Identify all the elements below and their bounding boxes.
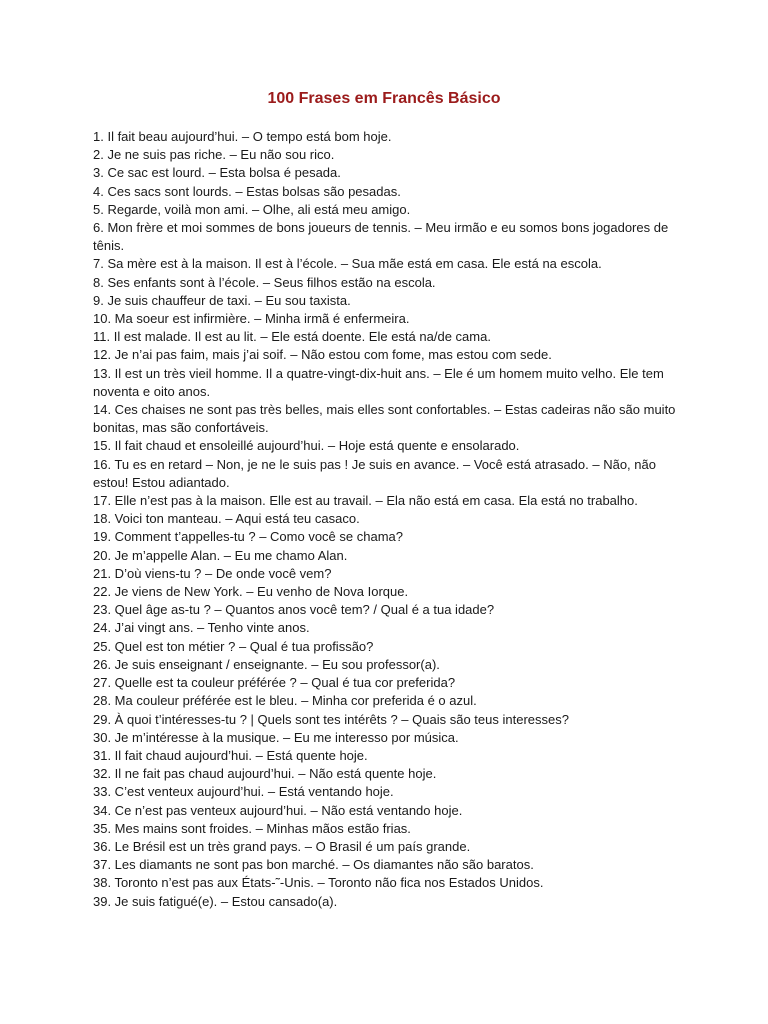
phrase-item: 32. Il ne fait pas chaud aujourd’hui. – Não está quente hoje.	[93, 766, 437, 782]
phrase-item: 24. J’ai vingt ans. – Tenho vinte anos.	[93, 620, 310, 636]
phrase-item: 10. Ma soeur est infirmière. – Minha irmã é enfermeira.	[93, 311, 410, 327]
phrase-item: 8. Ses enfants sont à l’école. – Seus filhos estão na escola.	[93, 274, 436, 290]
phrase-item: 35. Mes mains sont froides. – Minhas mãos estão frias.	[93, 820, 411, 836]
phrase-item: 38. Toronto n’est pas aux États-˜-Unis. – Toronto não fica nos Estados Unidos.	[93, 875, 544, 891]
phrase-item: 1. Il fait beau aujourd’hui. – O tempo está bom hoje.	[93, 129, 392, 144]
phrase-item: 20. Je m’appelle Alan. – Eu me chamo Alan.	[93, 547, 348, 563]
phrase-item: 36. Le Brésil est un très grand pays. – O Brasil é um país grande.	[93, 838, 471, 854]
phrase-item: 30. Je m’intéresse à la musique. – Eu me interesso por música.	[93, 729, 459, 745]
phrase-item: 5. Regarde, voilà mon ami. – Olhe, ali está meu amigo.	[93, 201, 411, 217]
phrase-item: 16. Tu es en retard – Non, je ne le suis pas ! Je suis en avance. – Você está atrasado. – Não, não estou! Estou adiantado.	[93, 456, 656, 490]
phrase-item: 2. Je ne suis pas riche. – Eu não sou rico.	[93, 147, 335, 163]
phrase-item: 3. Ce sac est lourd. – Esta bolsa é pesada.	[93, 165, 341, 181]
phrase-item: 15. Il fait chaud et ensoleillé aujourd’hui. – Hoje está quente e ensolarado.	[93, 438, 520, 454]
phrase-item: 18. Voici ton manteau. – Aqui está teu casaco.	[93, 511, 360, 527]
phrase-item: 39. Je suis fatigué(e). – Estou cansado(a).	[93, 893, 338, 909]
phrase-item: 37. Les diamants ne sont pas bon marché. – Os diamantes não são baratos.	[93, 857, 534, 873]
phrase-item: 7. Sa mère est à la maison. Il est à l’école. – Sua mãe está em casa. Ele está na escola.	[93, 256, 602, 272]
phrase-item: 6. Mon frère et moi sommes de bons joueurs de tennis. – Meu irmão e eu somos bons jogadores de tênis.	[93, 220, 669, 254]
phrase-item: 4. Ces sacs sont lourds. – Estas bolsas são pesadas.	[93, 183, 401, 199]
phrase-item: 33. C’est venteux aujourd’hui. – Está ventando hoje.	[93, 784, 394, 800]
phrase-item: 29. À quoi t’intéresses-tu ? | Quels sont tes intérêts ? – Quais são teus interesses?	[93, 711, 569, 727]
phrase-item: 31. Il fait chaud aujourd’hui. – Está quente hoje.	[93, 747, 368, 763]
phrase-item: 11. Il est malade. Il est au lit. – Ele está doente. Ele está na/de cama.	[93, 329, 491, 345]
phrase-item: 12. Je n’ai pas faim, mais j’ai soif. – Não estou com fome, mas estou com sede.	[93, 347, 552, 363]
phrase-item: 26. Je suis enseignant / enseignante. – Eu sou professor(a).	[93, 656, 440, 672]
phrase-item: 14. Ces chaises ne sont pas très belles, mais elles sont confortables. – Estas cadeiras não são muito bonitas, mas são confortáveis.	[93, 402, 676, 436]
phrase-item: 22. Je viens de New York. – Eu venho de Nova Iorque.	[93, 584, 409, 600]
phrase-item: 19. Comment t’appelles-tu ? – Como você se chama?	[93, 529, 403, 545]
phrase-item: 23. Quel âge as-tu ? – Quantos anos você tem? / Qual é a tua idade?	[93, 602, 495, 618]
phrase-item: 34. Ce n’est pas venteux aujourd’hui. – Não está ventando hoje.	[93, 802, 463, 818]
phrase-item: 17. Elle n’est pas à la maison. Elle est au travail. – Ela não está em casa. Ela está no trabalho.	[93, 493, 638, 509]
phrase-list	[93, 128, 683, 911]
document-title: 100 Frases em Francês Básico	[267, 90, 501, 107]
phrase-item: 9. Je suis chauffeur de taxi. – Eu sou taxista.	[93, 292, 351, 308]
phrase-item: 21. D’où viens-tu ? – De onde você vem?	[93, 565, 332, 581]
phrase-item: 27. Quelle est ta couleur préférée ? – Qual é tua cor preferida?	[93, 675, 456, 691]
phrase-item: 13. Il est un très vieil homme. Il a quatre-vingt-dix-huit ans. – Ele é um homem muito velho. Ele tem noventa e oito anos.	[93, 365, 664, 399]
phrase-item: 25. Quel est ton métier ? – Qual é tua profissão?	[93, 638, 374, 654]
phrase-item: 28. Ma couleur préférée est le bleu. – Minha cor preferida é o azul.	[93, 693, 477, 709]
